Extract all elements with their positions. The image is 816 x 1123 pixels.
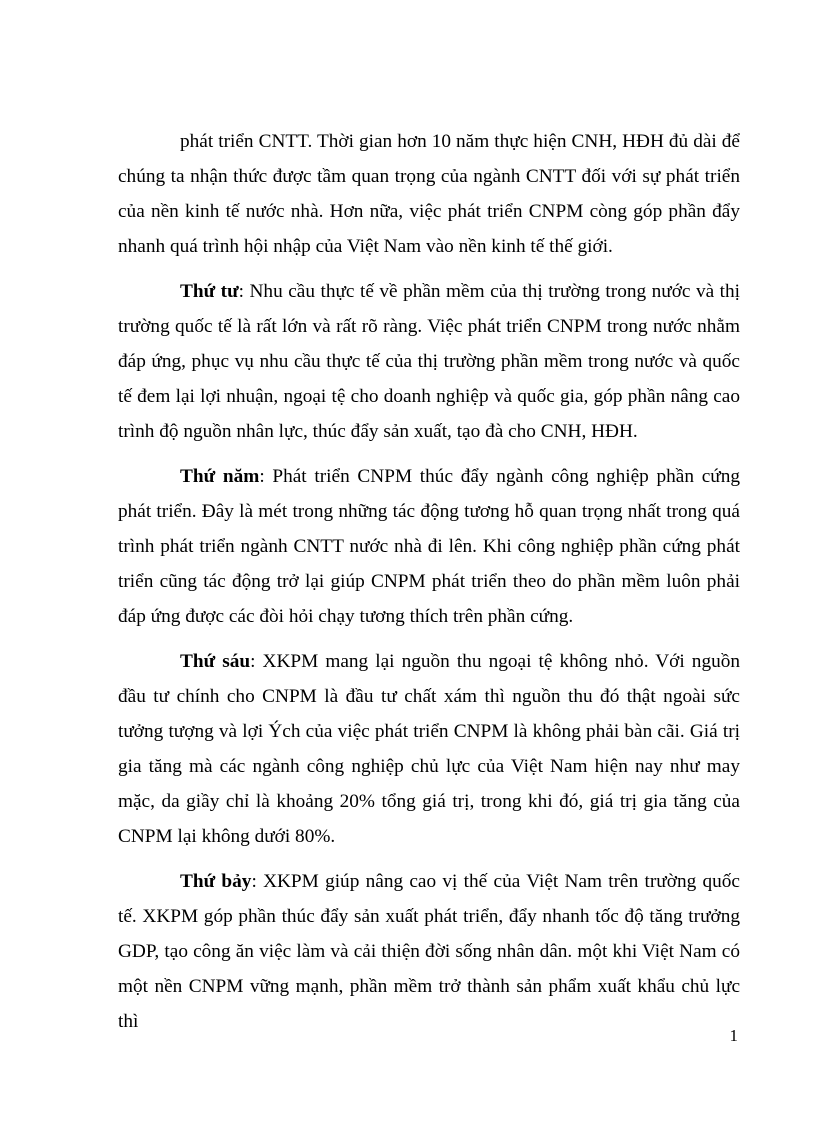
paragraph-2-text: : Nhu cầu thực tế về phần mềm của thị trường trong nước và thị trường quốc tế là rất lớn và rất rõ ràng. Việc phát triển CNPM trong nước nhằm đáp ứng, phục vụ nhu cầu thực tế của thị trường phần mềm trong nước và quốc tế đem lại lợi nhuận, ngoại tệ cho doanh nghiệp và quốc gia, góp phần nâng cao trình độ nguồn nhân lực, thúc đẩy sản xuất, tạo đà cho CNH, HĐH. <box>118 281 741 442</box>
paragraph-3-text: : Phát triển CNPM thúc đẩy ngành công nghiệp phần cứng phát triển. Đây là mét trong những tác động tương hỗ quan trọng nhất trong quá trình phát triển ngành CNTT nước nhà đi lên. Khi công nghiệp phần cứng phát triển cũng tác động trở lại giúp CNPM phát triển theo do phần mềm luôn phải đáp ứng được các đòi hỏi chạy tương thích trên phần cứng. <box>118 466 740 627</box>
paragraph-3 <box>118 459 740 634</box>
paragraph-3-lead: Thứ năm <box>180 466 260 487</box>
paragraph-5-lead: Thứ bảy <box>180 871 252 892</box>
paragraph-2 <box>118 274 740 449</box>
paragraph-5 <box>118 864 740 1039</box>
page-number: 1 <box>729 1026 738 1045</box>
paragraph-1 <box>118 124 740 264</box>
paragraph-1-text: phát triển CNTT. Thời gian hơn 10 năm thực hiện CNH, HĐH đủ dài để chúng ta nhận thức được tầm quan trọng của ngành CNTT đối với sự phát triển của nền kinh tế nước nhà. Hơn nữa, việc phát triển CNPM còng góp phần đẩy nhanh quá trình hội nhập của Việt Nam vào nền kinh tế thế giới. <box>118 131 740 257</box>
paragraph-4-lead: Thứ sáu <box>180 651 251 672</box>
body-text <box>118 124 740 1039</box>
paragraph-2-lead: Thứ tư <box>180 281 239 302</box>
paragraph-4-text: : XKPM mang lại nguồn thu ngoại tệ không nhỏ. Với nguồn đầu tư chính cho CNPM là đầu tư chất xám thì nguồn thu đó thật ngoài sức tưởng tượng và lợi Ých của việc phát triển CNPM là không phải bàn cãi. Giá trị gia tăng mà các ngành công nghiệp chủ lực của Việt Nam hiện nay như may mặc, da giầy chỉ là khoảng 20% tổng giá trị, trong khi đó, giá trị gia tăng của CNPM lại không dưới 80%. <box>118 651 741 847</box>
paragraph-4 <box>118 644 740 854</box>
paragraph-5-text: : XKPM giúp nâng cao vị thế của Việt Nam trên trường quốc tế. XKPM góp phần thúc đẩy sản xuất phát triển, đẩy nhanh tốc độ tăng trưởng GDP, tạo công ăn việc làm và cải thiện đời sống nhân dân. một khi Việt Nam có một nền CNPM vững mạnh, phần mềm trở thành sản phẩm xuất khẩu chủ lực thì <box>118 871 740 1032</box>
